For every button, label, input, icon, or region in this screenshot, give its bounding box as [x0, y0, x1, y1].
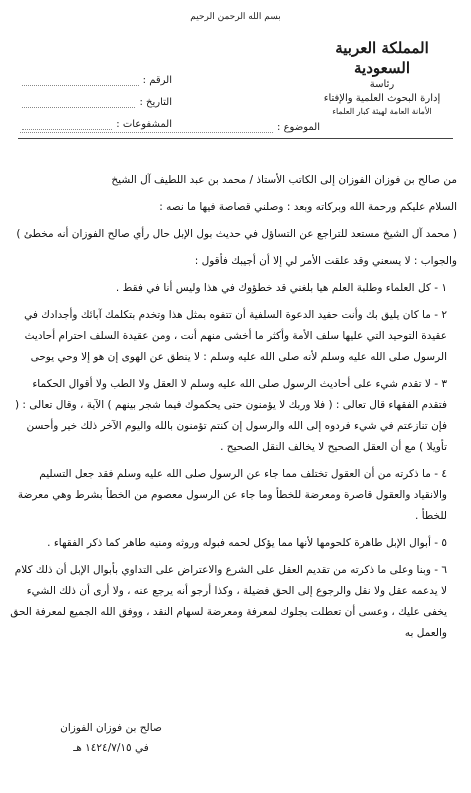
point-2: ٢ - ما كان يليق بك وأنت حفيد الدعوة السلفية أن تتفوه بمثل هذا وتخدم بتكلمك آبائك وأجدادك في عقيدة التوحيد التي عليها سلف الأمة وأكثر ما أخشى منهم أنت ، ومن عقيدة السلف احترام أحاديث الرسول صلى الله عليه وسلم لأنه صلى الله عليه وسلم : لا ينطق عن الهوى إن هو إلا وحي يوحى — [24, 309, 447, 363]
header-divider — [18, 138, 453, 139]
number-line — [22, 75, 139, 86]
point-1: ١ - كل العلماء وطلبة العلم هيا بلغني قد خطؤوك في هذا وليس أنا في فقط . — [115, 282, 447, 294]
quoted-clipping: ( محمد آل الشيخ مستعد للتراجع عن التساؤل في حديث بول الإبل حال رأي صالح الفوزان أنه مخطئ ) — [16, 228, 457, 240]
answer-intro: والجواب : لا يسعني وقد علقت الأمر لي إلا أن أجيبك فأقول : — [194, 255, 457, 267]
letterhead — [307, 38, 457, 118]
attachments-label: المشفوعات : — [116, 119, 172, 130]
number-label: الرقم : — [142, 75, 172, 86]
subject-label: الموضوع : — [277, 122, 320, 133]
signature-date: في ١٤٢٤/٧/١٥ هـ — [73, 742, 149, 754]
number-row — [22, 64, 172, 86]
point-5: ٥ - أبوال الإبل طاهرة كلحومها لأنها مما يؤكل لحمه فبوله وروثه ومنيه طاهر كما ذكر الفقهاء . — [47, 537, 447, 549]
point-6: ٦ - وبنا وعلى ما ذكرته من تقديم العقل على الشرع والاعتراض على التداوي بأبوال الإبل أن ذلك كلام لا يدعمه عقل ولا نقل والرجوع إلى الحق فضيلة ، وكذا أرجو أنه يرجع عنه ، ولا أرى أن ذلك الشيء يخفى عليك ، وعسى أن تعطلت بجلوك لمعرفة ومعرضة لسهام النقد ، ووفق الله الجميع لمعرفة الحق والعمل به — [10, 564, 447, 639]
kingdom-name: المملكة العربية السعودية — [335, 39, 429, 77]
date-label: التاريخ : — [139, 97, 172, 108]
date-row — [22, 86, 172, 108]
basmala: بسم الله الرحمن الرحيم — [190, 12, 281, 22]
subject-line — [20, 122, 273, 133]
subject-row — [20, 122, 320, 133]
signature-block — [36, 718, 186, 758]
signature-name: صالح بن فوزان الفوزان — [60, 722, 162, 734]
presidency-label: رئاسة — [369, 79, 395, 90]
point-3: ٣ - لا تقدم شيء على أحاديث الرسول صلى الله عليه وسلم لا العقل ولا الطب ولا أقوال الحكماء فتقدم الفقهاء قال تعالى : ( فلا وربك لا يؤمنون حتى يحكموك فيما شجر بينهم ) الآية ، وقال تعالى : ( فإن تنازعتم في شيء فردوه إلى الله والرسول إن كنتم تؤمنون بالله واليوم الآخر ذلك خير وأحسن تأويلا ) مع أن العقل الصحيح لا يخالف النقل الصحيح . — [14, 378, 447, 453]
point-4: ٤ - ما ذكرته من أن العقول تختلف مما جاء عن الرسول صلى الله عليه وسلم فقد جعل التسليم والانقياد والعقول قاصرة ومعرضة للخطأ وما جاء عن الرسول معصوم من الخطأ بشرط وهي معرضة للخطأ . — [17, 468, 447, 522]
date-line — [22, 97, 135, 108]
greeting: السلام عليكم ورحمة الله وبركاته وبعد : وصلني قصاصة فيها ما نصه : — [159, 201, 457, 213]
secretariat-name: الأمانة العامة لهيئة كبار العلماء — [332, 107, 432, 116]
salutation: من صالح بن فوزان الفوزان إلى الكاتب الأستاذ / محمد بن عبد اللطيف آل الشيخ — [111, 174, 457, 186]
meta-fields — [22, 64, 172, 130]
department-name: إدارة البحوث العلمية والإفتاء — [323, 93, 441, 104]
letter-body — [9, 170, 457, 650]
